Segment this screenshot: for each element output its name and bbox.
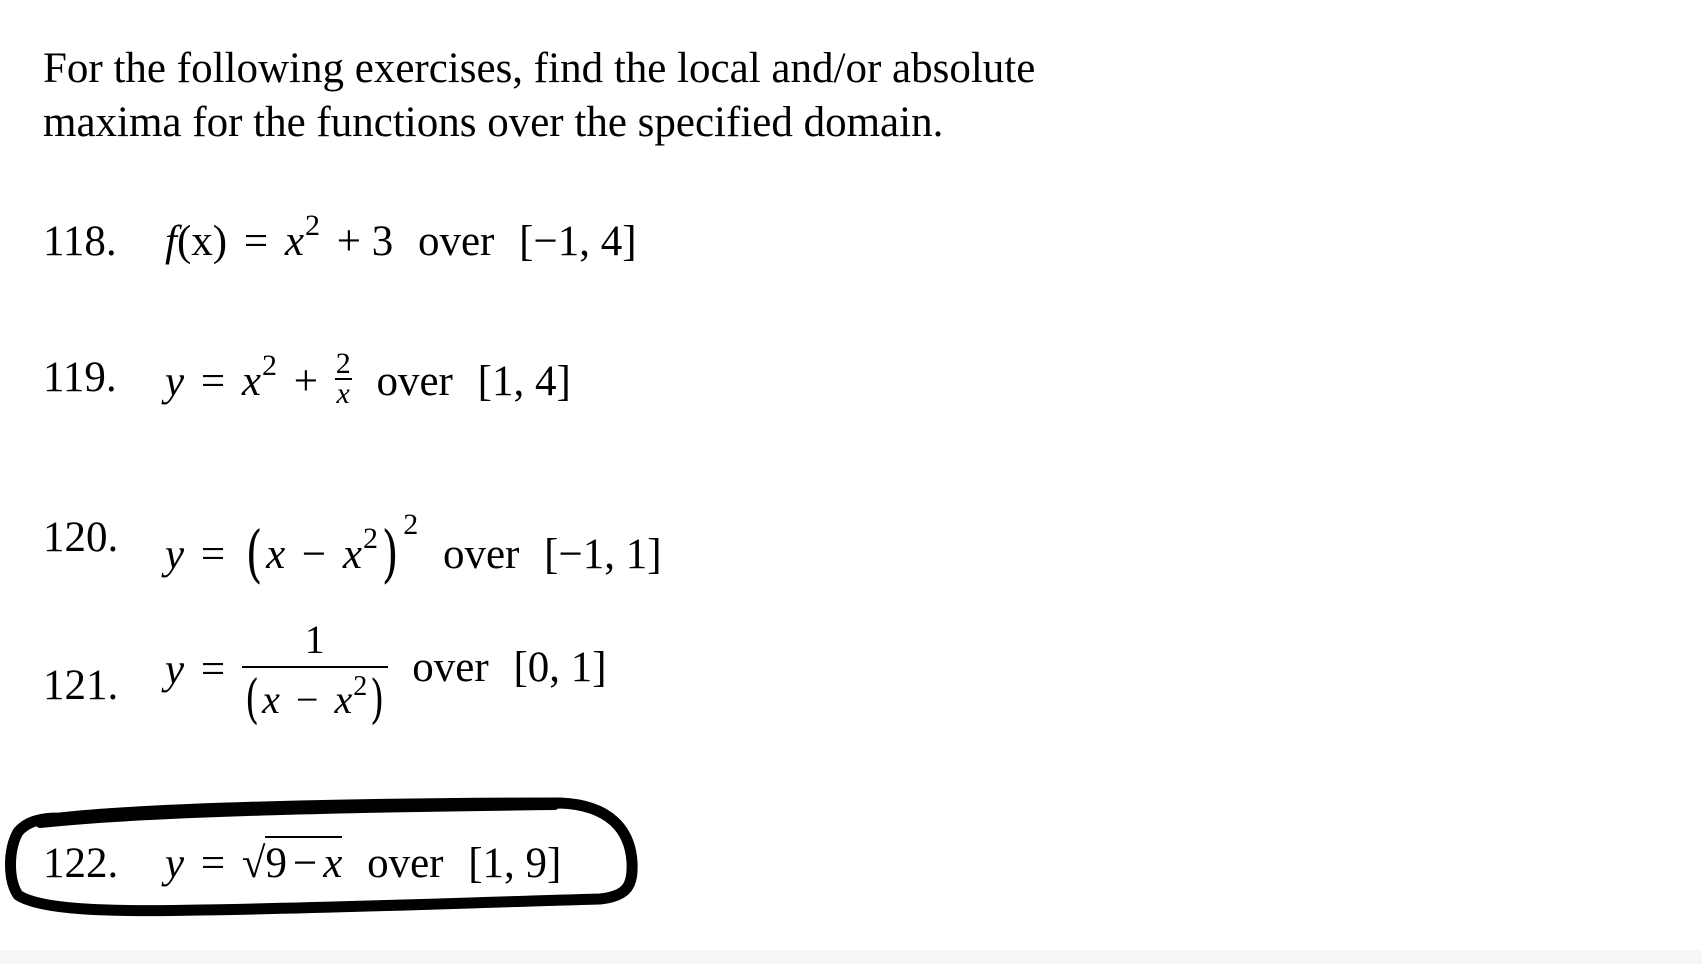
den-variable-b: x <box>334 677 353 722</box>
domain-interval: [0, 1] <box>513 643 607 691</box>
close-parenthesis: ) <box>370 670 385 730</box>
exercise-number: 119. <box>43 354 117 401</box>
radicand-constant: 9 <box>265 840 287 887</box>
open-parenthesis: ( <box>244 670 260 730</box>
radicand <box>265 836 342 887</box>
page-bottom-edge <box>0 950 1702 964</box>
exercise-expression <box>165 209 637 265</box>
exercise-expression <box>165 508 662 590</box>
over-word: over <box>442 531 520 578</box>
over-word: over <box>376 357 453 405</box>
minus-sign: − <box>292 840 318 887</box>
exercise-expression <box>165 347 571 414</box>
instructions-paragraph <box>43 42 1203 150</box>
exponent: 2 <box>304 209 320 242</box>
den-exponent: 2 <box>353 671 368 702</box>
exercise-number: 118. <box>43 218 117 265</box>
equals-sign: = <box>243 218 269 265</box>
lhs-variable: y <box>165 840 185 887</box>
close-parenthesis: ) <box>381 517 399 590</box>
radicand-variable: x <box>323 840 343 887</box>
base-variable: x <box>241 357 261 405</box>
equals-sign: = <box>200 531 226 578</box>
instructions-line-1: For the following exercises, find the local and/or absolute <box>43 45 1036 92</box>
exercise-number: 120. <box>43 514 119 561</box>
inner-variable-b: x <box>342 531 363 578</box>
base-variable: x <box>284 218 304 265</box>
lhs-variable: y <box>165 645 185 693</box>
minus-sign: − <box>301 531 327 578</box>
exercise-expression <box>165 617 607 730</box>
plus-sign: + <box>293 357 318 405</box>
over-word: over <box>412 643 489 691</box>
domain-interval: [−1, 4] <box>519 218 637 265</box>
equals-sign: = <box>200 357 226 405</box>
exponent: 2 <box>261 348 277 382</box>
lhs-variable: y <box>165 357 185 405</box>
equals-sign: = <box>200 645 226 693</box>
domain-interval: [1, 4] <box>477 357 571 405</box>
circle-stroke-overlap <box>40 806 555 824</box>
over-word: over <box>367 840 444 887</box>
den-variable-a: x <box>262 677 280 722</box>
domain-interval: [1, 9] <box>468 840 562 887</box>
over-word: over <box>417 218 495 265</box>
equals-sign: = <box>200 840 226 887</box>
fraction <box>335 347 352 410</box>
inner-variable-a: x <box>266 531 286 578</box>
exercise-expression <box>165 842 561 885</box>
fraction-denominator <box>242 668 388 730</box>
fraction-denominator: x <box>336 377 350 410</box>
open-parenthesis: ( <box>245 517 263 590</box>
inner-exponent: 2 <box>363 522 379 555</box>
instructions-line-2: maxima for the functions over the specified domain. <box>43 99 944 146</box>
constant-term: + 3 <box>336 218 394 265</box>
fraction <box>242 617 388 730</box>
fraction-numerator: 2 <box>335 347 351 380</box>
minus-sign: − <box>295 677 319 722</box>
lhs-variable: y <box>165 531 185 578</box>
exercise-number: 122. <box>43 840 119 887</box>
function-name: f <box>165 218 177 265</box>
domain-interval: [−1, 1] <box>544 531 662 578</box>
radical-sign: √ <box>241 840 266 887</box>
fraction-numerator: 1 <box>242 620 388 668</box>
function-argument: (x) <box>176 218 228 265</box>
outer-exponent: 2 <box>403 508 419 541</box>
exercise-number: 121. <box>43 662 119 709</box>
